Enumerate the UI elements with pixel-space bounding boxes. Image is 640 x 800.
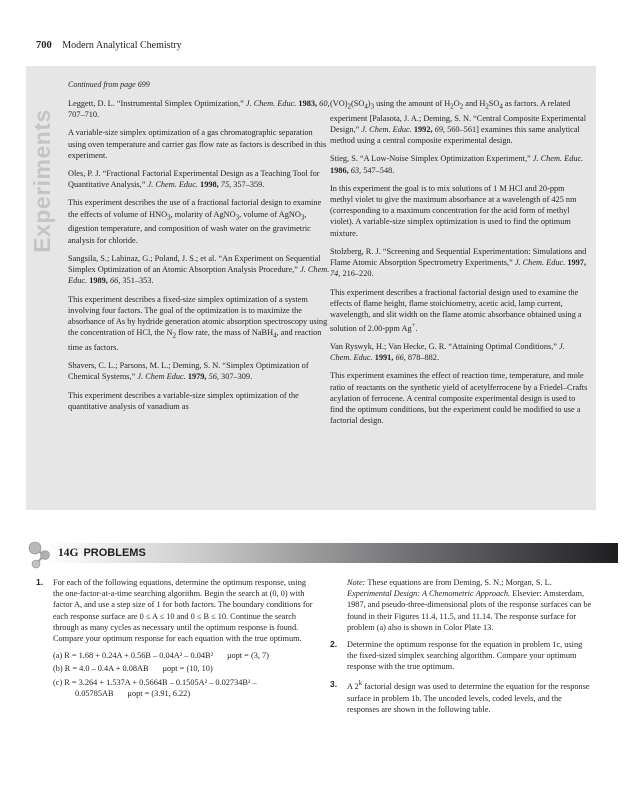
- description-leggett: A variable-size simplex optimization of a gas chromatographic separation using oven temperature and carrier gas flow rate as factors is described in this experiment.: [68, 128, 327, 160]
- problem-2-text: Determine the optimum response for the equation in problem 1c, using the fixed-sized simplex searching algorithm. Compare your optimum response with the true optimum.: [347, 640, 583, 672]
- experiments-side-label: [26, 66, 56, 306]
- problems-section-title: PROBLEMS: [83, 547, 146, 559]
- problem-2: [330, 639, 592, 673]
- equation-a: (a) R = 1.68 + 0.24A + 0.56B – 0.04A² – 0.04B² μopt = (3, 7): [53, 651, 269, 661]
- description-sangsila: This experiment describes a fixed-size simplex optimization of a system involving four factors. The goal of the optimization is to maximize the absorbance of As by hydride generation atomic absorption spectroscopy using the concentration of HCl, the $N_2$ flow rate, the mass of NaBH$_4$, and reaction time as factors.: [68, 294, 328, 352]
- problems-right-column: [330, 577, 592, 721]
- problem-note: Note: These equations are from Deming, S. N.; Morgan, S. L. Experimental Design: A Chemometric Approach. Elsevier: Amsterdam, 1987, and pseudo-three-dimensional plots of the response surfaces can be found in their Figures 11.4, 11.5, and 11.14. The response surface for problem (a) also is shown in Color Plate 13.: [347, 578, 592, 632]
- description-stieg: In this experiment the goal is to mix solutions of 1 M HCl and 20-ppm methyl violet to give the maximum absorbance at a wavelength of 425 nm (corresponding to a maximum concentration for the acid form of methyl violet). A variable-size simplex optimization is used to find the optimum mixture.: [330, 183, 577, 238]
- problems-section-header: [26, 540, 616, 566]
- description-stolzberg: This experiment describes a fractional factorial design used to examine the effects of flame height, flame stoichiometry, acetic acid, lamp current, wavelength, and slit width on the flame atomic absorbance obtained using a solution of 2.00-ppm Ag+.: [330, 287, 582, 333]
- running-title: Modern Analytical Chemistry: [62, 40, 182, 51]
- description-oles: This experiment describes the use of a fractional factorial design to examine the effects of volume of $HNO_3$, molarity of AgNO$_3$, volume of AgNO$_3$, digestion temperature, and composition of wash water on the gravimetric analysis for chloride.: [68, 198, 322, 245]
- continued-note: Continued from page 699: [68, 80, 150, 89]
- experiments-right-column: [330, 98, 588, 434]
- reference-leggett: Leggett, D. L. “Instrumental Simplex Optimization,” J. Chem. Educ. 1983, 60, 707–710.: [68, 99, 330, 120]
- equation-b: (b) R = 4.0 – 0.4A + 0.08AB μopt = (10, 10): [53, 664, 213, 674]
- reference-oles: Oles, P. J. “Fractional Factorial Experimental Design as a Teaching Tool for Quantitative Analysis,” J. Chem. Educ. 1998, 75, 357–359.: [68, 169, 320, 190]
- reference-van-ryswyk: Van Ryswyk, H.; Van Hecke, G. R. “Attaining Optimal Conditions,” J. Chem. Educ. 1991, 66, 878–882.: [330, 342, 565, 363]
- problems-section-number: 14G: [58, 547, 79, 559]
- reference-stieg: Stieg, S. “A Low-Noise Simplex Optimization Experiment,” J. Chem. Educ. 1986, 63, 547–548.: [330, 154, 584, 175]
- equation-c: (c) R = 3.264 + 1.537A + 0.5664B – 0.1505A² – 0.02734B² – 0.05785AB μopt = (3.91, 6.22): [53, 677, 257, 698]
- reference-stolzberg: Stolzberg, R. J. “Screening and Sequential Experimentation: Simulations and Flame Atomic Absorption Spectrometry Experiments,” J. Chem. Educ. 1997, 74, 216–220.: [330, 246, 587, 279]
- problem-2-number: 2.: [330, 639, 338, 650]
- problems-title: [58, 544, 146, 562]
- description-shavers-continued: $(VO)_2(SO_4)_3$ using the amount of $H_2O_2$ and $H_2SO_4$ as factors. A related experiment [Palasota, J. A.; Deming, S. N. “Central Composite Experimental Design,” J. Chem. Educ. 1992, 69, 560–561] examines this same analytical method using a central composite experimental design.: [330, 99, 587, 146]
- problem-1-text: For each of the following equations, determine the optimum response, using the one-factor-at-a-time searching algorithm. Begin the search at (0, 0) with factor A, and use a step size of 1 for both factors. The boundary conditions for each response surface are 0 ≤ A ≤ 10 and 0 ≤ B ≤ 10. Continue the search through as many cycles as necessary until the optimum response is found. Compare your optimum response for each equation with the true optimum.: [53, 578, 313, 644]
- problem-3: [330, 679, 592, 715]
- description-van-ryswyk: This experiment examines the effect of reaction time, temperature, and mole ratio of reactants on the synthetic yield of acetylferrocene by a Friedel–Crafts acylation of ferrocene. A central composite experimental design is used to find the optimum conditions, but the experiment could be modified to use a factorial design.: [330, 371, 588, 426]
- molecule-icon: [26, 540, 60, 570]
- experiments-left-column: [68, 98, 330, 419]
- problem-3-number: 3.: [330, 678, 338, 689]
- reference-sangsila: Sangsila, S.; Labinaz, G.; Poland, J. S.; et al. “An Experiment on Sequential Simplex Optimization of an Atomic Absorption Analysis Procedure,” J. Chem. Educ. 1989, 66, 351–353.: [68, 253, 330, 286]
- experiments-label-text: Experiments: [29, 109, 55, 253]
- problem-3-text: A 2$^k$ factorial design was used to determine the equation for the response surface in problem 1b. The uncoded levels, coded levels, and the responses are shown in the following table.: [347, 680, 590, 714]
- problem-1-number: 1.: [36, 577, 44, 587]
- page-header: [36, 40, 182, 51]
- problems-left-column: [36, 577, 316, 701]
- problem-1: [36, 577, 316, 644]
- description-shavers: This experiment describes a variable-size simplex optimization of the quantitative analysis of vanadium as: [68, 390, 299, 411]
- reference-shavers: Shavers, C. L.; Parsons, M. L.; Deming, S. N. “Simplex Optimization of Chemical Systems,” J. Chem Educ. 1979, 56, 307–309.: [68, 361, 309, 382]
- page-number: 700: [36, 40, 52, 51]
